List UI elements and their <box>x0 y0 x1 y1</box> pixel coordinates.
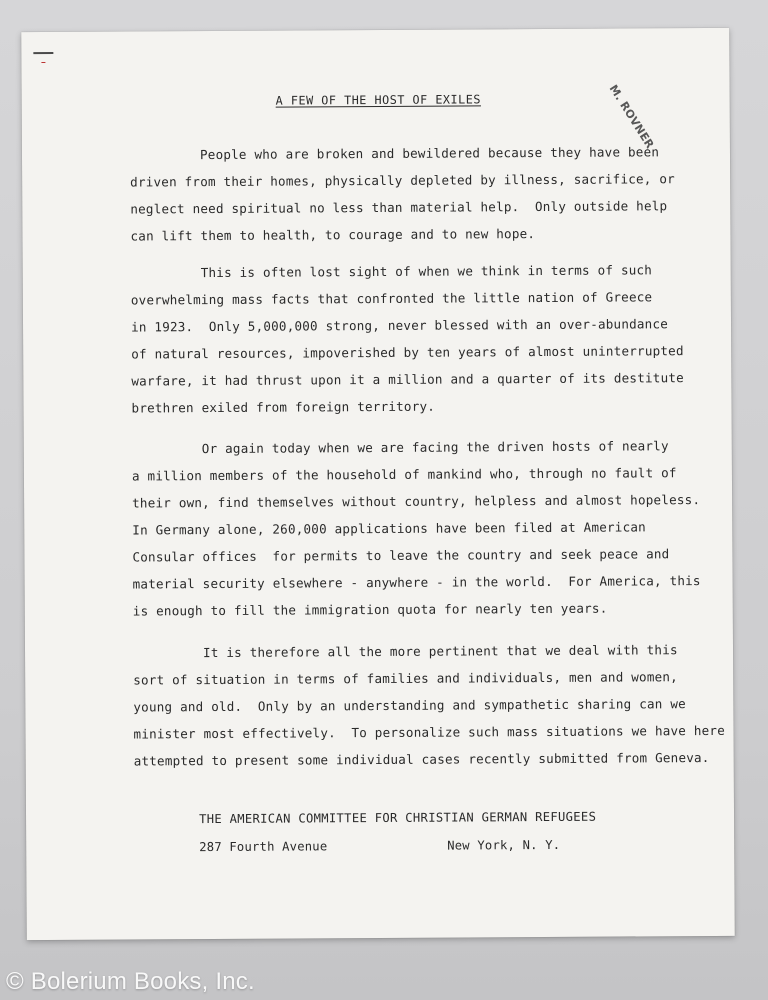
paragraph-line: In Germany alone, 260,000 applications have been filed at American <box>132 519 646 538</box>
paragraph-line: overwhelming mass facts that confronted the little nation of Greece <box>130 289 653 308</box>
paragraph-line: This is often lost sight of when we think in terms of such <box>200 262 653 281</box>
paragraph-line: sort of situation in terms of families and individuals, men and women, <box>133 669 678 688</box>
paragraph-line: can lift them to health, to courage and to new hope. <box>130 226 536 244</box>
paragraph-line: Or again today when we are facing the driven hosts of nearly <box>201 438 669 457</box>
document-title: A FEW OF THE HOST OF EXILES <box>275 92 481 108</box>
pen-mark <box>33 52 53 54</box>
paragraph-line: driven from their homes, physically depleted by illness, sacrifice, or <box>130 171 675 190</box>
paragraph-3 <box>131 432 701 624</box>
owner-stamp: M. ROVNER <box>606 82 657 152</box>
paragraph-line: a million members of the household of mankind who, through no fault of <box>131 465 677 484</box>
paragraph-line: is enough to fill the immigration quota for nearly ten years. <box>132 600 608 619</box>
paragraph-4 <box>133 636 726 774</box>
paragraph-1 <box>130 138 691 249</box>
paragraph-line: neglect need spiritual no less than material help. Only outside help <box>130 198 668 217</box>
footer-city: New York, N. Y. <box>447 837 561 853</box>
paragraph-line: material security elsewhere - anywhere - in the world. For America, this <box>132 573 701 592</box>
paragraph-line: their own, find themselves without country, helpless and almost hopeless. <box>132 492 701 511</box>
paragraph-line: attempted to present some individual cases recently submitted from Geneva. <box>133 749 710 769</box>
footer-organization: THE AMERICAN COMMITTEE FOR CHRISTIAN GERMAN REFUGEES <box>199 809 597 827</box>
footer-address: 287 Fourth Avenue <box>199 839 328 855</box>
paragraph-line: of natural resources, impoverished by ten years of almost uninterrupted <box>131 343 684 362</box>
watermark: © Bolerium Books, Inc. <box>6 968 255 995</box>
paragraph-line: Consular offices for permits to leave the country and seek peace and <box>132 546 670 565</box>
document-page <box>21 28 735 940</box>
paragraph-line: in 1923. Only 5,000,000 strong, never blessed with an over-abundance <box>130 316 669 335</box>
pen-mark-small <box>41 62 45 63</box>
paragraph-line: brethren exiled from foreign territory. <box>131 398 436 416</box>
paragraph-line: It is therefore all the more pertinent that we deal with this <box>202 642 678 661</box>
paragraph-2 <box>131 256 692 421</box>
paragraph-line: young and old. Only by an understanding and sympathetic sharing can we <box>133 696 686 715</box>
paragraph-line: minister most effectively. To personalize such mass situations we have here <box>133 722 726 742</box>
paragraph-line: warfare, it had thrust upon it a million and a quarter of its destitute <box>131 370 684 389</box>
paragraph-line: People who are broken and bewildered because they have been <box>199 144 660 163</box>
